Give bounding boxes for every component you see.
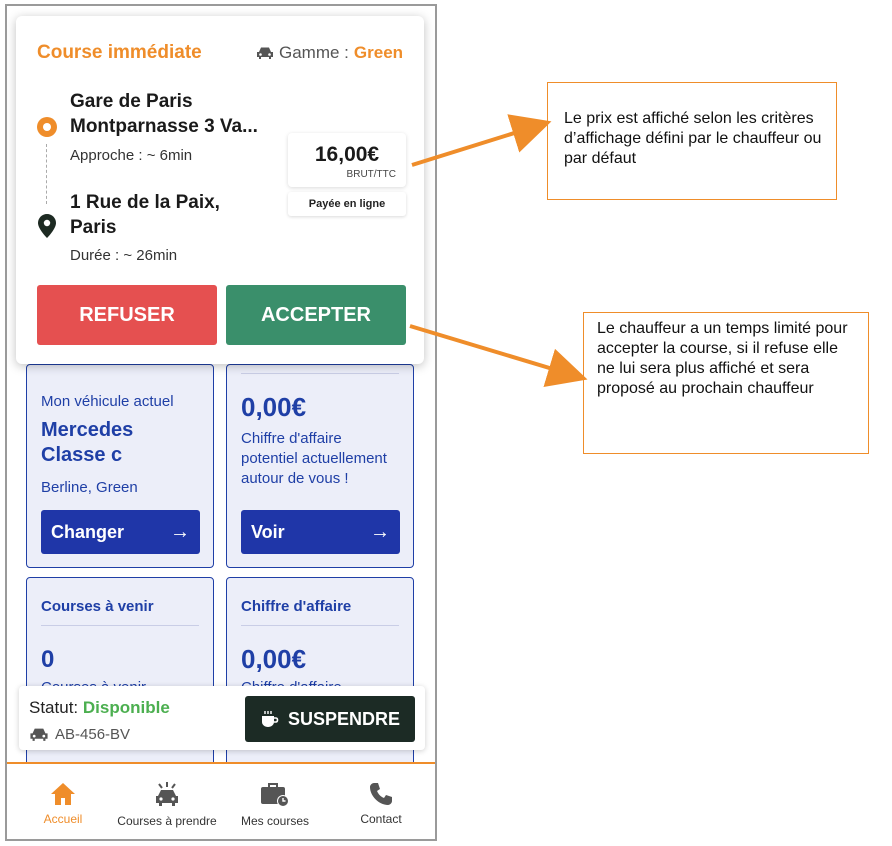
price-value: 16,00€ (314, 143, 380, 166)
dropoff-marker-icon (38, 214, 56, 238)
potential-value: 0,00€ (241, 392, 307, 422)
gamme-value: Green (353, 43, 404, 62)
see-potential-button[interactable] (241, 510, 400, 554)
nav-home-label: Accueil (43, 812, 83, 826)
potential-description: Chiffre d'affaire potentiel actuellement autour de vous ! (241, 430, 387, 487)
nav-contact-label: Contact (360, 812, 402, 826)
pickup-marker-icon (36, 116, 58, 138)
ride-duration: Durée : ~ 26min (70, 247, 178, 264)
status-value: Disponible (82, 698, 170, 717)
suspend-button[interactable] (245, 696, 415, 742)
arrow-right-icon: → (170, 520, 190, 543)
dropoff-line-1: 1 Rue de la Paix, (70, 192, 220, 213)
nav-available-rides-label: Courses à prendre (117, 814, 217, 828)
payment-badge: Payée en ligne (288, 192, 406, 216)
briefcase-clock-icon (260, 782, 290, 808)
status-text (29, 698, 170, 718)
vehicle-type: Berline, Green (41, 479, 138, 496)
nav-contact[interactable] (331, 764, 431, 841)
nav-my-rides-label: Mes courses (240, 814, 310, 828)
price-box (288, 133, 406, 187)
price-annotation-text: Le prix est affiché selon les critères d’affichage défini par le chauffeur ou par défaut (564, 110, 822, 167)
price-unit: BRUT/TTC (346, 169, 396, 180)
route-line (46, 144, 47, 204)
divider (241, 373, 399, 374)
nav-home[interactable] (13, 764, 113, 841)
ride-type-title: Course immédiate (37, 42, 202, 63)
arrow-right-icon: → (370, 520, 390, 543)
vehicle-name-1: Mercedes (41, 419, 134, 441)
gamme-info (256, 43, 403, 63)
bottom-nav (7, 762, 435, 841)
change-label: Changer (51, 521, 125, 542)
vehicle-name-2: Classe c (41, 444, 123, 466)
car-icon (29, 727, 49, 742)
change-vehicle-button[interactable] (41, 510, 200, 554)
car-alert-icon (154, 782, 180, 808)
see-label: Voir (251, 521, 285, 542)
car-icon (256, 46, 274, 60)
pickup-line-1: Gare de Paris (70, 91, 193, 112)
price-annotation (547, 82, 837, 200)
approach-time: Approche : ~ 6min (70, 147, 193, 164)
accept-button[interactable]: ACCEPTER (226, 285, 406, 345)
status-label: Statut: (29, 698, 79, 717)
acceptance-time-annotation-text: Le chauffeur a un temps limité pour accepter la course, si il refuse elle ne lui sera plus affiché et sera proposé au prochain chauffeur (597, 320, 848, 397)
nav-my-rides[interactable] (225, 764, 325, 841)
dropoff-line-2: Paris (70, 217, 117, 238)
vehicle-caption: Mon véhicule actuel (41, 393, 174, 410)
upcoming-value: 0 (41, 646, 55, 673)
gamme-label: Gamme : (279, 43, 349, 62)
upcoming-title: Courses à venir (41, 598, 154, 615)
phone-screen (5, 4, 437, 841)
revenue-value: 0,00€ (241, 644, 307, 674)
plate-info (29, 726, 130, 743)
potential-revenue-card (226, 364, 414, 568)
suspend-label: SUSPENDRE (287, 708, 401, 729)
nav-available-rides[interactable] (117, 764, 217, 841)
divider (241, 625, 399, 626)
revenue-title: Chiffre d'affaire (241, 598, 352, 615)
pickup-line-2: Montparnasse 3 Va... (70, 116, 258, 137)
driver-status-bar (19, 686, 425, 750)
vehicle-card (26, 364, 214, 568)
ride-request-popup (16, 16, 424, 364)
refuse-button[interactable]: REFUSER (37, 285, 217, 345)
coffee-icon (260, 710, 280, 728)
divider (41, 625, 199, 626)
plate-number: AB-456-BV (55, 726, 131, 743)
home-icon (50, 782, 76, 806)
acceptance-time-annotation (583, 312, 869, 454)
phone-icon (369, 782, 393, 806)
